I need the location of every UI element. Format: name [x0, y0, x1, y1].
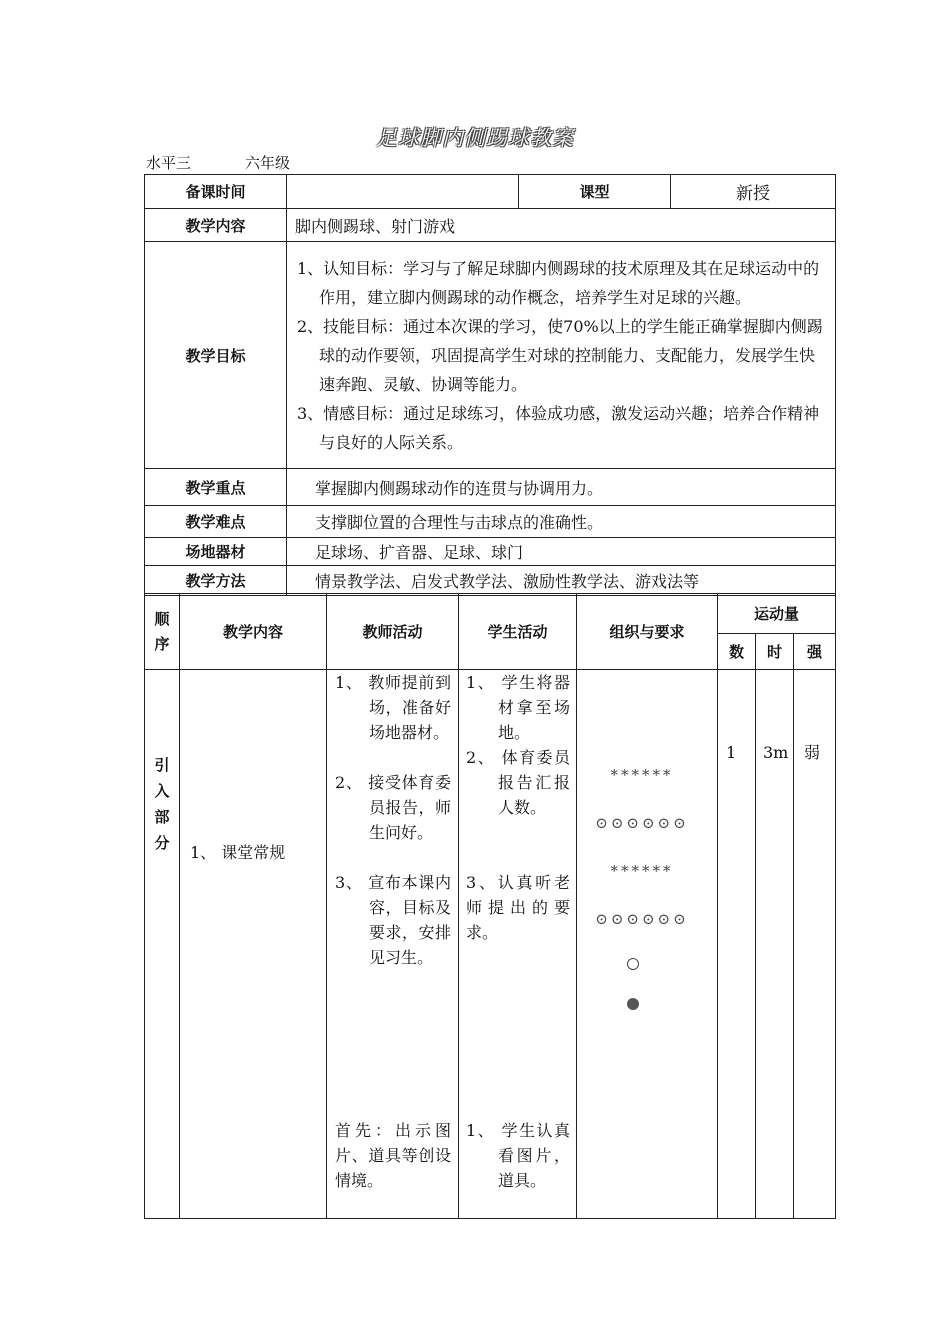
difficulty-value: 支撑脚位置的合理性与击球点的准确性。: [287, 506, 836, 538]
grade-label: 六年级: [245, 154, 291, 172]
prep-time-value: [287, 175, 519, 209]
student-step-2: 2、 体育委员报告汇报人数。: [466, 748, 570, 817]
difficulty-label: 教学难点: [145, 506, 287, 538]
formation-row-2: ⊙⊙⊙⊙⊙⊙: [595, 814, 689, 832]
teacher-step-2: 2、 接受体育委员报告，师生问好。: [335, 773, 451, 842]
formation-row-4: ⊙⊙⊙⊙⊙⊙: [595, 910, 689, 928]
student-step-4: 1、 学生认真看图片，道具。: [466, 1121, 570, 1190]
goal-affective: 3、情感目标：通过足球练习，体验成功感，激发运动兴趣；培养合作精神与良好的人际关系。: [297, 403, 820, 452]
goals-label: 教学目标: [145, 242, 287, 469]
time-header: 时: [756, 634, 794, 670]
level-label: 水平三: [146, 154, 192, 172]
goal-skill: 2、技能目标：通过本次课的学习，使70%以上的学生能正确掌握脚内侧踢球的动作要领，巩固提高学生对球的控制能力、支配能力，发展学生快速奔跑、灵敏、协调等能力。: [297, 316, 823, 394]
document-title: 足球脚内侧踢球教案: [376, 126, 574, 150]
content-header: 教学内容: [180, 594, 327, 670]
section-content: 1、 课堂常规: [190, 843, 286, 862]
teacher-step-3: 3、 宣布本课内容，目标及要求，安排见习生。: [335, 873, 451, 967]
formation-row-3: ******: [610, 862, 674, 880]
goals-cell: [287, 242, 836, 469]
key-point-label: 教学重点: [145, 469, 287, 506]
key-point-value: 掌握脚内侧踢球动作的连贯与协调用力。: [287, 469, 836, 506]
section-name: 引入部分: [154, 756, 170, 852]
prep-time-label: 备课时间: [145, 175, 287, 209]
intensity-header: 强: [794, 634, 836, 670]
teacher-activity-header: 教师活动: [327, 594, 459, 670]
goal-cognitive: 1、认知目标：学习与了解足球脚内侧踢球的技术原理及其在足球运动中的作用，建立脚内侧踢球的动作概念，培养学生对足球的兴趣。: [297, 258, 820, 307]
method-value: 情景教学法、启发式教学法、激励性教学法、游戏法等: [287, 566, 836, 596]
student-step-1: 1、 学生将器材拿至场地。: [466, 673, 570, 742]
load-header: 运动量: [718, 594, 836, 634]
lesson-type-label: 课型: [519, 175, 671, 209]
load-intensity: 弱: [804, 743, 821, 762]
content-label: 教学内容: [145, 209, 287, 242]
organization-header: 组织与要求: [577, 594, 718, 670]
student-step-3: 3、认真听老师提出的要求。: [466, 873, 570, 942]
teacher-step-1: 1、 教师提前到场，准备好场地器材。: [335, 673, 451, 742]
load-time: 3m: [763, 743, 789, 762]
lesson-type-value: 新授: [671, 175, 836, 209]
content-value: 脚内侧踢球、射门游戏: [287, 209, 836, 242]
lesson-plan-table: [144, 593, 836, 1219]
count-header: 数: [718, 634, 756, 670]
load-count: 1: [726, 743, 737, 762]
teacher-step-4: 首先：出示图片、道具等创设情境。: [335, 1121, 451, 1190]
method-label: 教学方法: [145, 566, 287, 596]
teacher-position-icon: [627, 958, 639, 970]
lesson-info-table: [144, 174, 836, 596]
student-leader-icon: [627, 998, 639, 1010]
formation-row-1: ******: [610, 766, 674, 784]
equipment-label: 场地器材: [145, 538, 287, 566]
student-activity-header: 学生活动: [459, 594, 577, 670]
order-header: 顺序: [145, 594, 180, 670]
equipment-value: 足球场、扩音器、足球、球门: [287, 538, 836, 566]
